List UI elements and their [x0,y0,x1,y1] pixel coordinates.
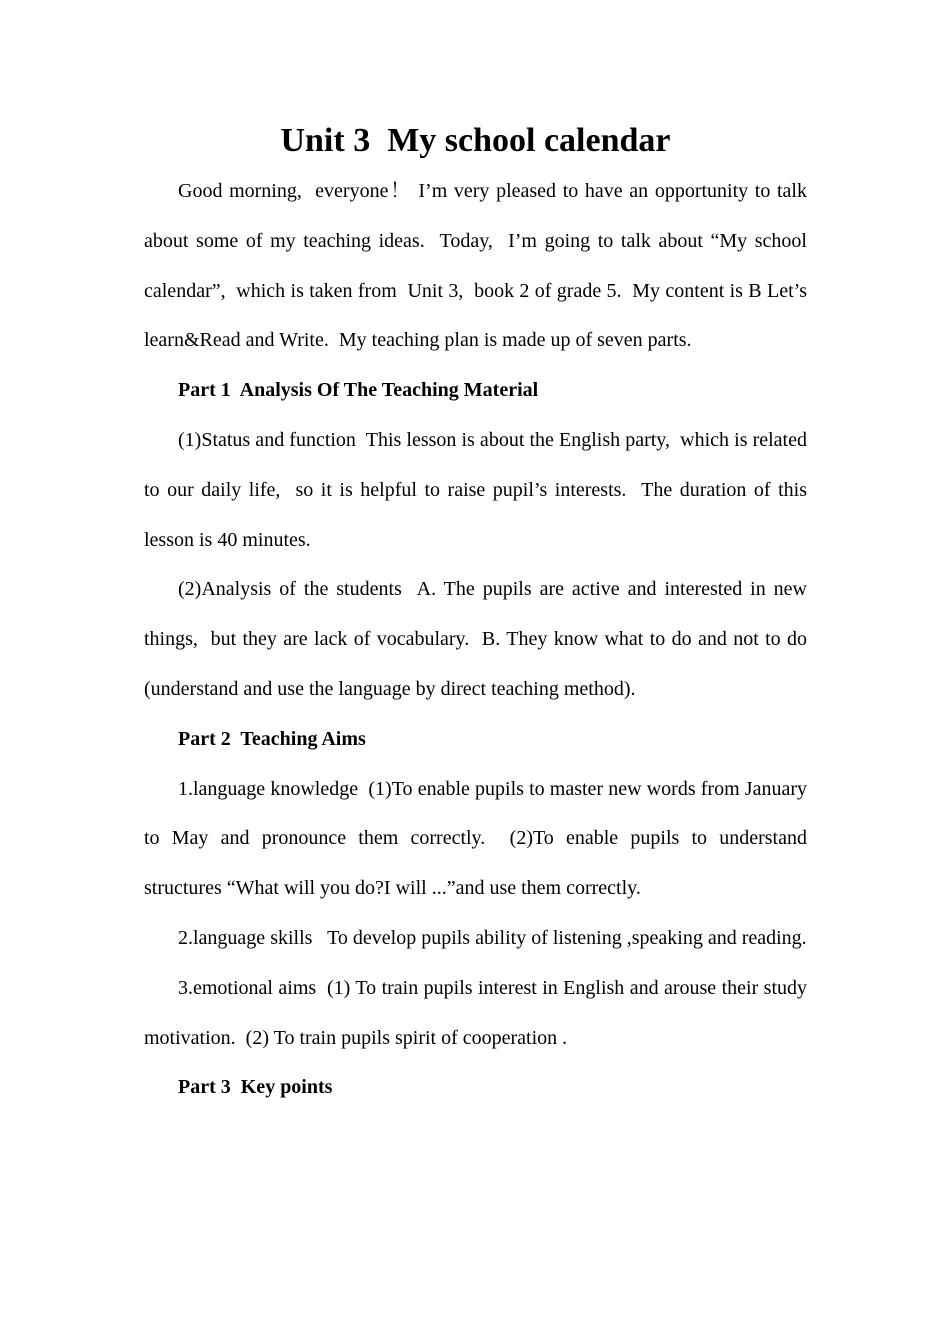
part2-skills-paragraph: 2.language skills To develop pupils ability of listening ,speaking and reading. [178,926,807,949]
document-page [144,118,817,1113]
part1-students-paragraph: (2)Analysis of the students A. The pupils are active and interested in new things, but they are lack of vocabulary. B. They know what to do and not to do (understand and use the language by direct teaching method). [144,578,817,700]
part3-heading: Part 3 Key points [178,1076,333,1099]
part2-heading: Part 2 Teaching Aims [178,727,366,750]
part1-heading: Part 1 Analysis Of The Teaching Material [178,379,539,402]
part2-emotional-paragraph: 3.emotional aims (1) To train pupils interest in English and arouse their study motivation. (2) To train pupils spirit of cooperation . [144,976,812,1049]
document-title: Unit 3 My school calendar [280,122,671,159]
intro-paragraph: Good morning, everyone！ I’m very pleased to have an opportunity to talk about some of my teaching ideas. Today, I’m going to talk about “My school calendar”, which is taken from Unit 3, book 2 of grade 5. My content is B Let’s learn&Read and Write. My teaching plan is made up of seven parts. [144,180,812,352]
document-body [144,167,817,1113]
part2-knowledge-paragraph: 1.language knowledge (1)To enable pupils to master new words from January to May and pronounce them correctly. (2)To enable pupils to understand structures “What will you do?I will ...”and use them correctly. [144,777,812,900]
part1-status-paragraph: (1)Status and function This lesson is about the English party, which is related to our daily life, so it is helpful to raise pupil’s interests. The duration of this lesson is 40 minutes. [144,428,812,551]
